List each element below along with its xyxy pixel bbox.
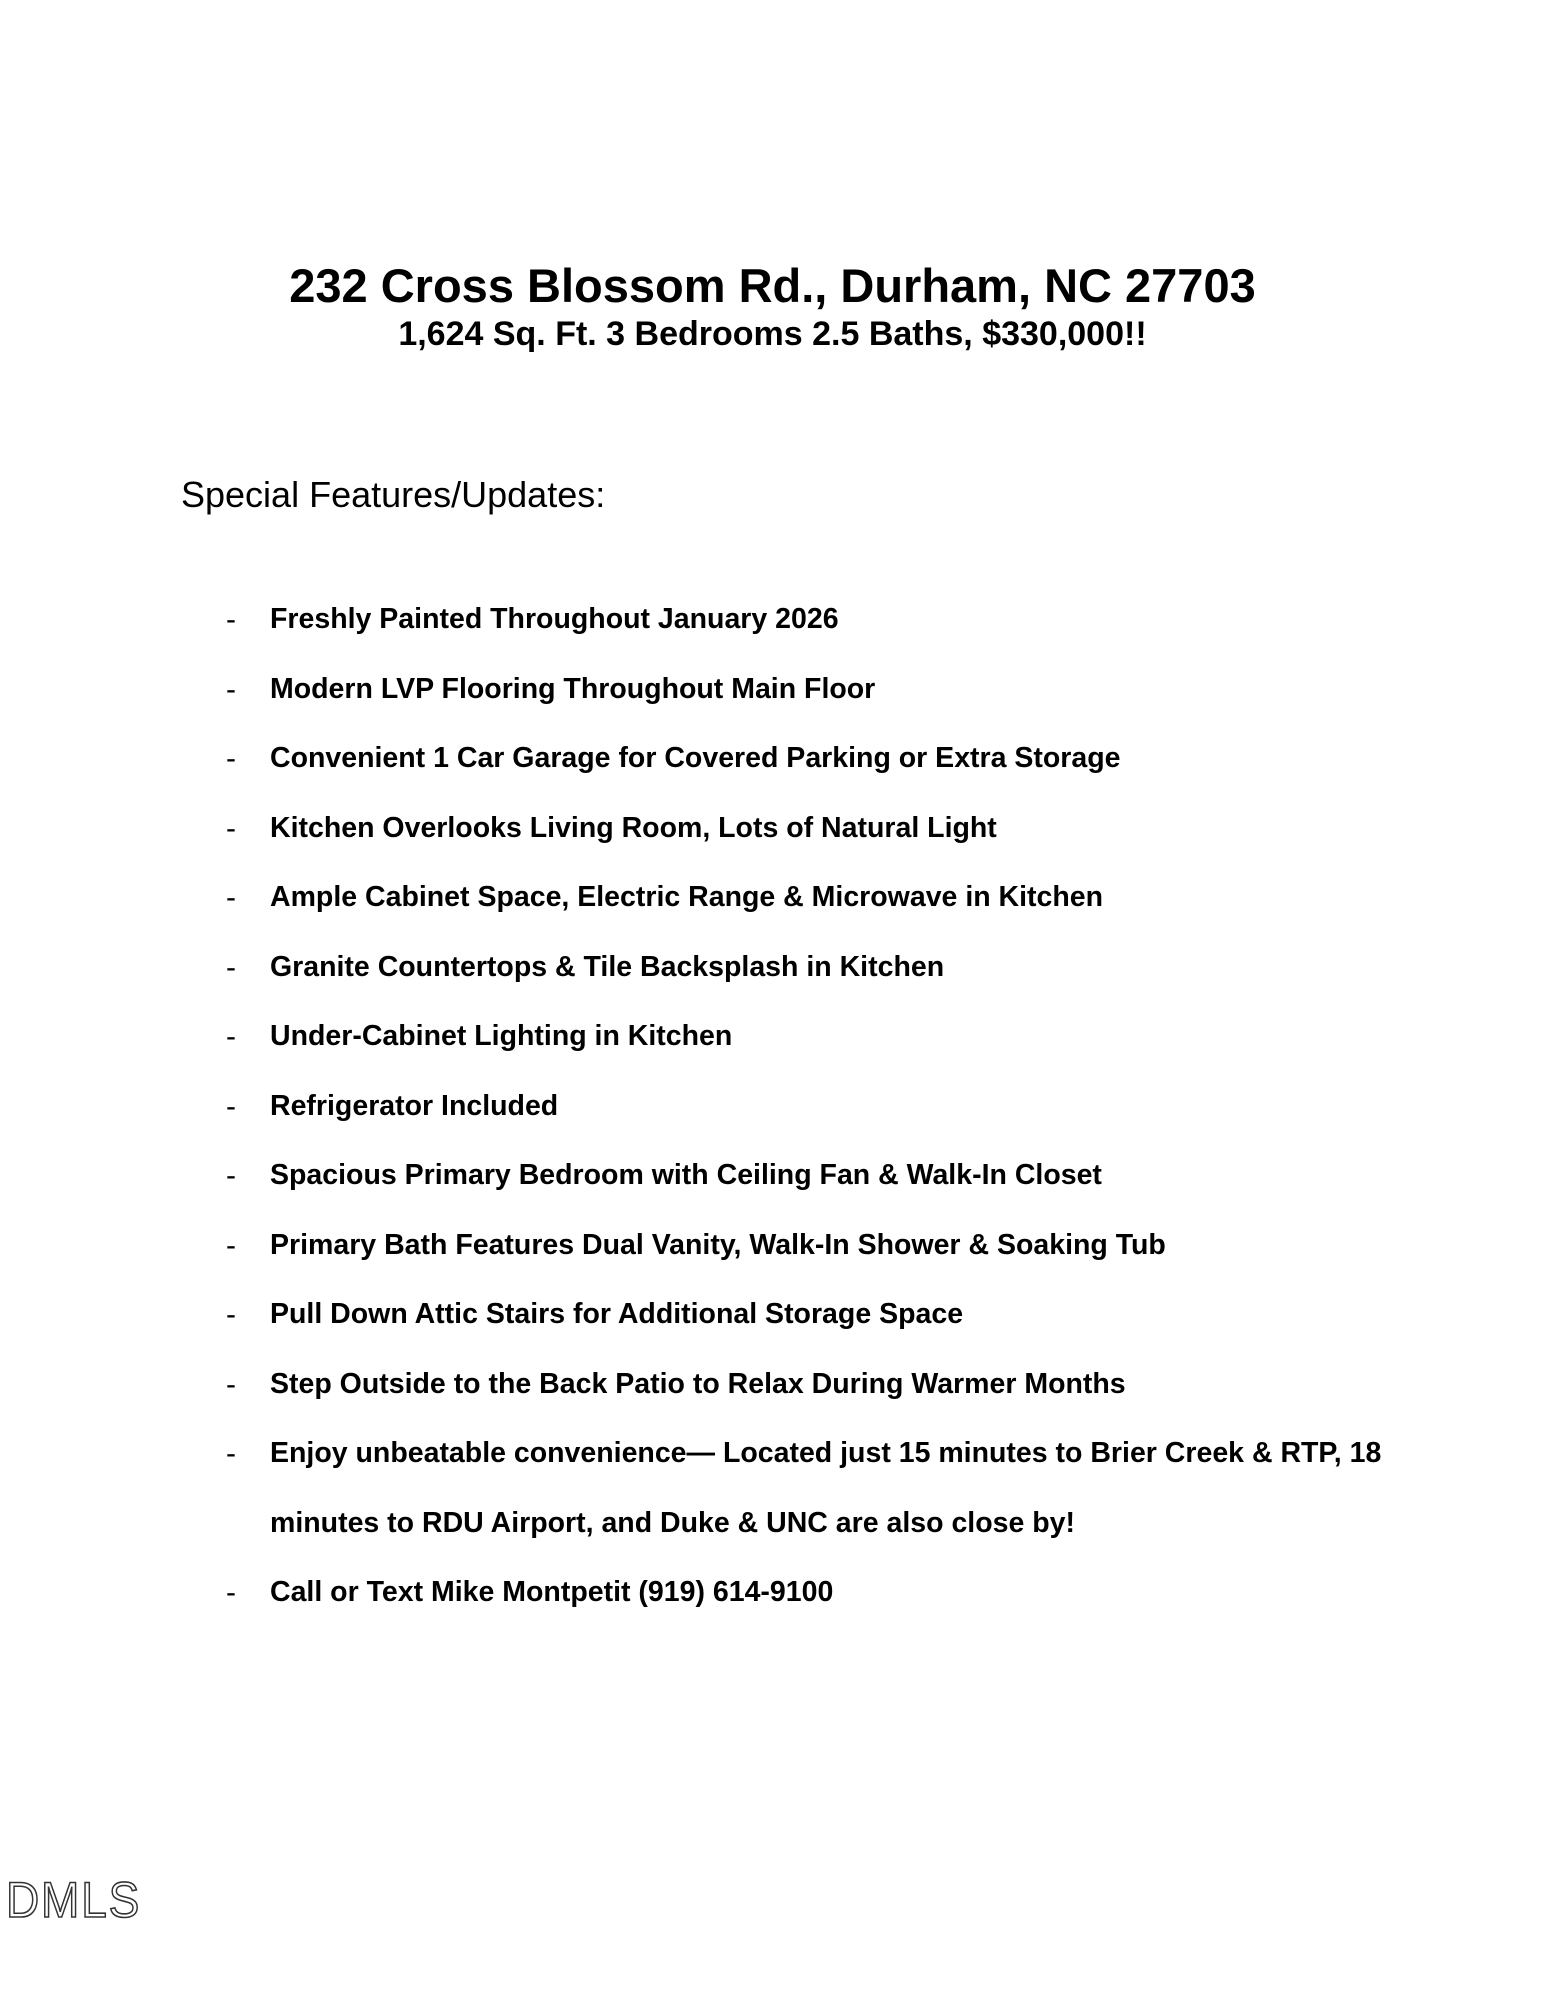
bullet-dash: - <box>226 1159 236 1192</box>
feature-text: Primary Bath Features Dual Vanity, Walk-In Shower & Soaking Tub <box>270 1228 1166 1261</box>
feature-text: Granite Countertops & Tile Backsplash in Kitchen <box>270 950 945 983</box>
bullet-dash: - <box>226 950 236 984</box>
bullet-dash: - <box>226 881 236 914</box>
bullet-dash: - <box>226 1228 236 1262</box>
bullet-dash: - <box>226 1367 236 1401</box>
bullet-dash: - <box>226 1020 236 1053</box>
feature-text: Freshly Painted Throughout January 2026 <box>270 603 839 635</box>
bullet-dash: - <box>226 603 236 636</box>
feature-text: Refrigerator Included <box>270 1089 559 1122</box>
feature-item <box>0 1350 1545 1420</box>
feature-item <box>0 1419 1545 1558</box>
feature-text: Ample Cabinet Space, Electric Range & Microwave in Kitchen <box>270 881 1104 913</box>
feature-item <box>0 1558 1545 1628</box>
feature-item <box>0 1211 1545 1281</box>
bullet-dash: - <box>226 742 236 775</box>
feature-text: Under-Cabinet Lighting in Kitchen <box>270 1020 733 1052</box>
property-address-title: 232 Cross Blossom Rd., Durham, NC 27703 <box>289 259 1256 312</box>
feature-item <box>0 1141 1545 1211</box>
bullet-dash: - <box>226 811 236 845</box>
bullet-dash: - <box>226 1576 236 1609</box>
feature-item <box>0 933 1545 1003</box>
feature-text: Pull Down Attic Stairs for Additional Storage Space <box>270 1298 964 1330</box>
feature-item <box>0 724 1545 794</box>
bullet-dash: - <box>226 1089 236 1123</box>
feature-text: Kitchen Overlooks Living Room, Lots of Natural Light <box>270 811 997 844</box>
feature-item <box>0 585 1545 655</box>
feature-item <box>0 1280 1545 1350</box>
feature-text: Step Outside to the Back Patio to Relax During Warmer Months <box>270 1367 1126 1400</box>
feature-text: Modern LVP Flooring Throughout Main Floor <box>270 672 876 705</box>
bullet-dash: - <box>226 672 236 706</box>
feature-text: Call or Text Mike Montpetit (919) 614-9100 <box>270 1576 834 1608</box>
features-heading: Special Features/Updates: <box>181 474 606 515</box>
bullet-dash: - <box>226 1437 236 1470</box>
feature-item <box>0 655 1545 725</box>
feature-item <box>0 1002 1545 1072</box>
dmls-watermark-logo: DMLS <box>6 1872 142 1928</box>
feature-item <box>0 863 1545 933</box>
feature-text: Convenient 1 Car Garage for Covered Parking or Extra Storage <box>270 742 1121 774</box>
feature-text: Spacious Primary Bedroom with Ceiling Fan & Walk-In Closet <box>270 1159 1102 1191</box>
bullet-dash: - <box>226 1298 236 1331</box>
features-list <box>0 585 1545 1628</box>
feature-item <box>0 794 1545 864</box>
property-summary: 1,624 Sq. Ft. 3 Bedrooms 2.5 Baths, $330,000!! <box>398 315 1147 353</box>
feature-item <box>0 1072 1545 1142</box>
feature-text: Enjoy unbeatable convenience— Located just 15 minutes to Brier Creek & RTP, 18 minutes to RDU Airport, and Duke & UNC are also close by! <box>270 1437 1382 1539</box>
